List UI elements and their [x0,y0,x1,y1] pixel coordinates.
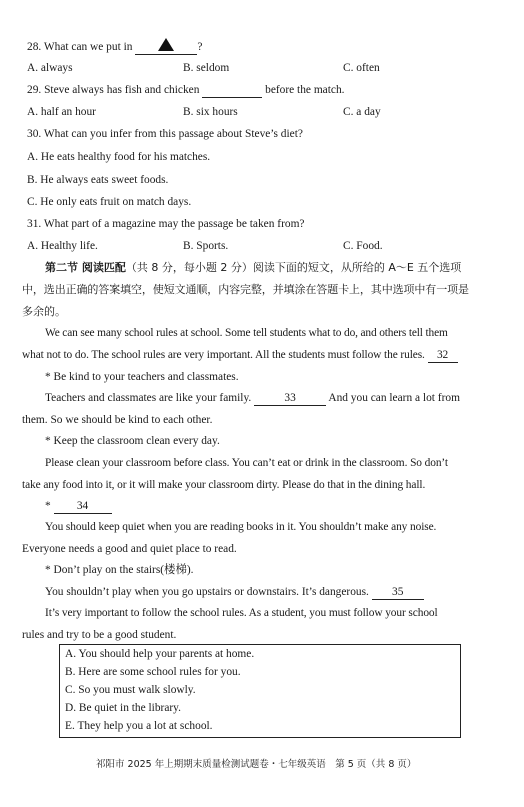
passage-p4-line1: You should keep quiet when you are reading books in it. You shouldn’t make any noise. [45,521,437,533]
q31-option-c: C. Food. [343,240,383,252]
q31-option-b: B. Sports. [183,240,229,252]
option-b: B. Here are some school rules for you. [65,666,241,678]
q30-option-a: A. He eats healthy food for his matches. [27,151,211,163]
rule-3: * 34 [45,500,112,514]
blank-32: 32 [428,349,458,363]
triangle-icon [158,38,174,51]
q31-stem: 31. What part of a magazine may the passage be taken from? [27,218,305,230]
q28-option-c: C. often [343,62,380,74]
rule-2: * Keep the classroom clean every day. [45,435,220,447]
rule-4: * Don’t play on the stairs(楼梯). [45,564,194,576]
q29-stem: 29. Steve always has fish and chicken before the match. [27,84,345,98]
option-d: D. Be quiet in the library. [65,702,181,714]
q28-option-b: B. seldom [183,62,230,74]
passage-p6-line1: It’s very important to follow the school rules. As a student, you must follow your school [45,607,438,619]
option-a: A. You should help your parents at home. [65,648,255,660]
section-instruction-1: （共 8 分，每小题 2 分）阅读下面的短文，从所给的 A～E 五个选项 [125,261,462,274]
q31-option-a: A. Healthy life. [27,240,98,252]
q29-option-b: B. six hours [183,106,238,118]
option-c: C. So you must walk slowly. [65,684,196,696]
passage-p6-line2: rules and try to be a good student. [22,629,177,641]
passage-p2-line1: Teachers and classmates are like your family. 33 And you can learn a lot from [45,392,460,406]
page-footer: 祁阳市 2025 年上期期末质量检测试题卷・七年级英语 第 5 页（共 8 页） [96,759,417,770]
passage-p1-line2: what not to do. The school rules are very important. All the students must follow the rules. 32 [22,349,458,363]
q30-stem: 30. What can you infer from this passage about Steve’s diet? [27,128,303,140]
passage-p4-line2: Everyone needs a good and quiet place to read. [22,543,237,555]
blank-33: 33 [254,392,326,406]
passage-p1-line1: We can see many school rules at school. Some tell students what to do, and others tell them [45,327,448,339]
q28-option-a: A. always [27,62,73,74]
q28-answer-blank [135,38,197,55]
section-instruction-2: 中，选出正确的答案填空，使短文通顺，内容完整，并填涂在答题卡上，其中选项中有一项是 [22,283,469,296]
q30-option-c: C. He only eats fruit on match days. [27,196,192,208]
section-heading [45,262,461,275]
passage-p3-line1: Please clean your classroom before class. You can’t eat or drink in the classroom. So don’t [45,457,448,469]
q28-stem: 28. What can we put in ? [27,38,202,55]
section-title: 第二节 阅读匹配 [45,261,126,274]
q29-option-c: C. a day [343,106,381,118]
rule-1: * Be kind to your teachers and classmates. [45,371,239,383]
blank-35: 35 [372,586,424,600]
q29-option-a: A. half an hour [27,106,96,118]
q30-option-b: B. He always eats sweet foods. [27,174,169,186]
blank-34: 34 [54,500,112,514]
section-instruction-3: 多余的。 [22,305,66,318]
passage-p3-line2: take any food into it, or it will make your classroom dirty. Please do that in the dining hall. [22,479,426,491]
options-box [59,644,461,738]
q29-answer-blank [202,84,262,98]
passage-p5-line1: You shouldn’t play when you go upstairs or downstairs. It’s dangerous. 35 [45,586,424,600]
passage-p2-line2: them. So we should be kind to each other. [22,414,213,426]
option-e: E. They help you a lot at school. [65,720,213,732]
